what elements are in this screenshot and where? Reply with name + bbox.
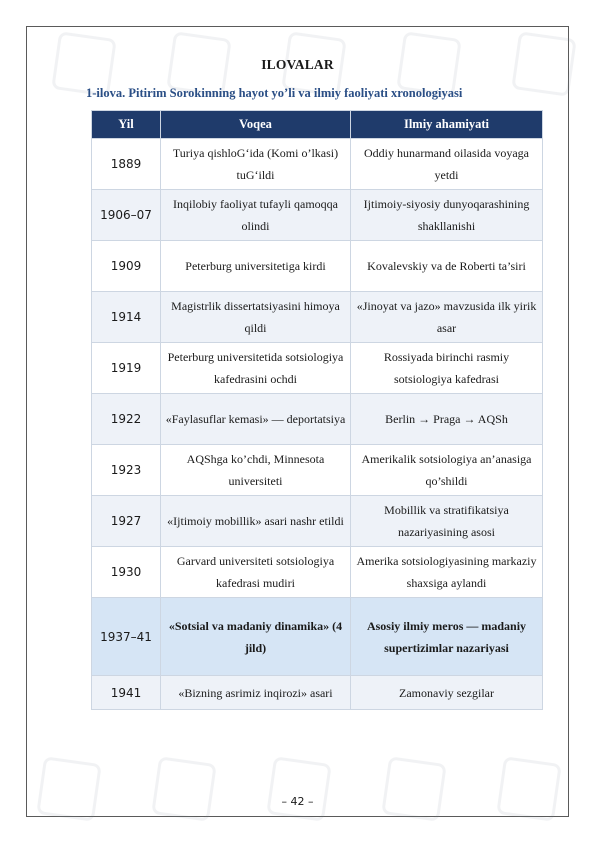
table-row (92, 496, 543, 547)
table-row (92, 139, 543, 190)
table-row-highlighted (92, 598, 543, 676)
cell-event: Peterburg universitetiga kirdi (161, 241, 351, 292)
table-row (92, 292, 543, 343)
cell-event: «Bizning asrimiz inqirozi» asari (161, 676, 351, 710)
cell-year: 1909 (92, 241, 161, 292)
cell-significance: Amerikalik sotsiologiya an’anasiga qo’shildi (351, 445, 543, 496)
cell-significance: Amerika sotsiologiyasining markaziy shaxsiga aylandi (351, 547, 543, 598)
cell-significance: Kovalevskiy va de Roberti ta’siri (351, 241, 543, 292)
cell-event: Magistrlik dissertatsiyasini himoya qildi (161, 292, 351, 343)
table-row (92, 676, 543, 710)
cell-event: Turiya qishloG‘ida (Komi o’lkasi) tuG‘ildi (161, 139, 351, 190)
cell-significance: Rossiyada birinchi rasmiy sotsiologiya kafedrasi (351, 343, 543, 394)
cell-event: Garvard universiteti sotsiologiya kafedrasi mudiri (161, 547, 351, 598)
table-header-row (92, 111, 543, 139)
cell-significance: Mobillik va stratifikatsiya nazariyasining asosi (351, 496, 543, 547)
column-header-significance: Ilmiy ahamiyati (351, 111, 543, 139)
cell-event: Inqilobiy faoliyat tufayli qamoqqa olindi (161, 190, 351, 241)
table-row (92, 547, 543, 598)
cell-year: 1937–41 (92, 598, 161, 676)
cell-year: 1919 (92, 343, 161, 394)
page-number: – 42 – (281, 795, 314, 808)
chronology-table (91, 110, 543, 710)
cell-significance: Asosiy ilmiy meros — madaniy supertizimlar nazariyasi (351, 598, 543, 676)
cell-event: Peterburg universitetida sotsiologiya kafedrasini ochdi (161, 343, 351, 394)
cell-significance: Zamonaviy sezgilar (351, 676, 543, 710)
cell-significance: Ijtimoiy-siyosiy dunyoqarashining shakllanishi (351, 190, 543, 241)
cell-year: 1923 (92, 445, 161, 496)
cell-significance: Oddiy hunarmand oilasida voyaga yetdi (351, 139, 543, 190)
table-row (92, 445, 543, 496)
cell-year: 1922 (92, 394, 161, 445)
table-row (92, 343, 543, 394)
cell-event: «Sotsial va madaniy dinamika» (4 jild) (161, 598, 351, 676)
cell-event: «Faylasuflar kemasi» — deportatsiya (161, 394, 351, 445)
cell-year: 1914 (92, 292, 161, 343)
table-row (92, 241, 543, 292)
table-row (92, 394, 543, 445)
cell-year: 1930 (92, 547, 161, 598)
cell-year: 1941 (92, 676, 161, 710)
table-row (92, 190, 543, 241)
cell-significance: «Jinoyat va jazo» mavzusida ilk yirik asar (351, 292, 543, 343)
cell-event: AQShga ko’chdi, Minnesota universiteti (161, 445, 351, 496)
column-header-event: Voqea (161, 111, 351, 139)
cell-event: «Ijtimoiy mobillik» asari nashr etildi (161, 496, 351, 547)
cell-year: 1906–07 (92, 190, 161, 241)
page-title: ILOVALAR (261, 57, 334, 72)
cell-year: 1927 (92, 496, 161, 547)
cell-significance: Berlin → Praga → AQSh (351, 394, 543, 445)
column-header-year: Yil (92, 111, 161, 139)
cell-year: 1889 (92, 139, 161, 190)
section-subtitle: 1-ilova. Pitirim Sorokinning hayot yo’li va ilmiy faoliyati xronologiyasi (86, 86, 463, 100)
